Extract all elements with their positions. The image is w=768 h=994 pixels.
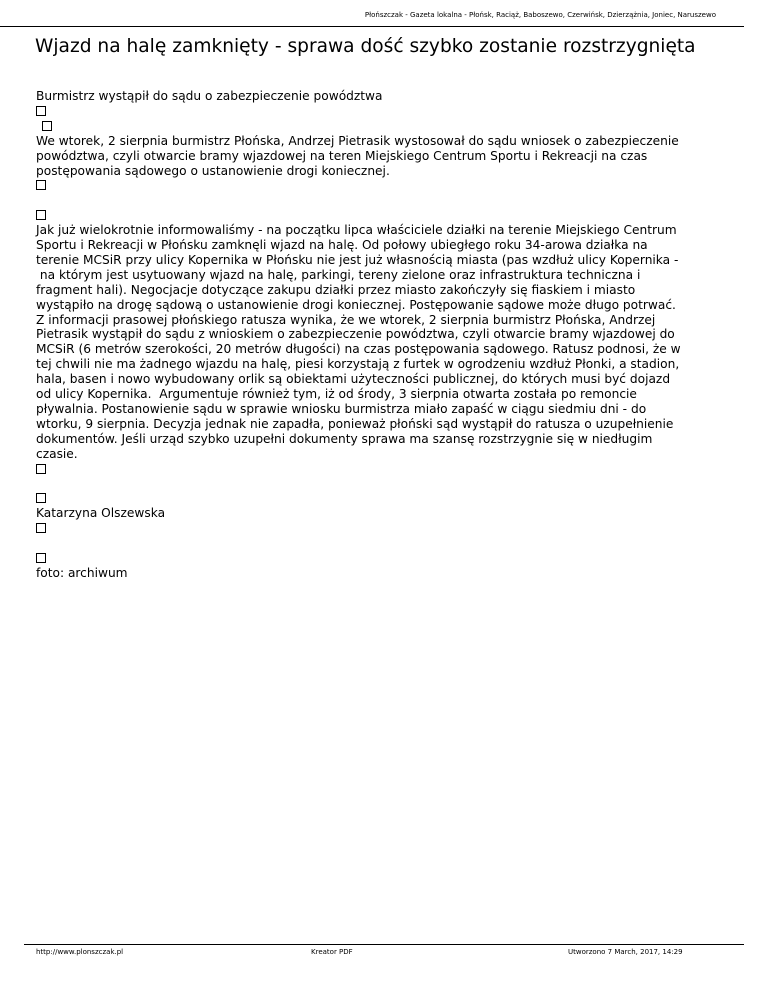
photo-credit: foto: archiwum (36, 565, 128, 580)
image-placeholder-icon (36, 493, 46, 503)
footer-url[interactable]: http://www.plonszczak.pl (36, 948, 124, 956)
article-body-line: wystąpiło na drogę sądową o ustanowienie drogi koniecznej. Postępowanie sądowe może długo potrwać. (36, 297, 676, 312)
image-placeholder-icon (36, 106, 46, 116)
article-title: Wjazd na halę zamknięty - sprawa dość szybko zostanie rozstrzygnięta (35, 36, 696, 57)
image-placeholder-icon (36, 553, 46, 563)
article-body-line: Jak już wielokrotnie informowaliśmy - na początku lipca właściciele działki na terenie Miejskiego Centrum (36, 223, 677, 238)
article-body-line: fragment hali). Negocjacje dotyczące zakupu działki przez miasto zakończyły się fiaskiem i miasto (36, 282, 636, 297)
article-body-line: od ulicy Kopernika. Argumentuje również tym, iż od środy, 3 sierpnia otwarta została po remoncie (36, 387, 637, 402)
article-body-line: terenie MCSiR przy ulicy Kopernika w Płońsku nie jest już własnością miasta (pas wzdłuż ulicy Kopernika - (36, 252, 679, 267)
image-placeholder-icon (36, 464, 46, 474)
image-placeholder-icon (36, 523, 46, 533)
header-publisher: Płońszczak - Gazeta lokalna - Płońsk, Raciąż, Baboszewo, Czerwińsk, Dzierzążnia, Joniec, Naruszewo (364, 11, 716, 19)
article-body-line: tej chwili nie ma żadnego wjazdu na halę, piesi korzystają z furtek w ogrodzeniu wzdłuż Płonki, a stadion, (36, 357, 680, 372)
article-body-line: na którym jest usytuowany wjazd na halę, parkingi, tereny zielone oraz infrastruktura techniczna i (36, 267, 641, 282)
image-placeholder-icon (42, 121, 52, 131)
article-body-line: pływalnia. Postanowienie sądu w sprawie wniosku burmistrza miało zapaść w ciągu siedmiu dni - do (36, 401, 647, 416)
image-placeholder-icon (36, 210, 46, 220)
footer-generator: Kreator PDF (311, 948, 353, 956)
image-placeholder-icon (36, 180, 46, 190)
article-lead: Burmistrz wystąpił do sądu o zabezpieczenie powództwa (36, 89, 383, 103)
article-body-line: Sportu i Rekreacji w Płońsku zamknęli wjazd na halę. Od połowy ubiegłego roku 34-arowa działka na (36, 237, 648, 252)
article-summary: We wtorek, 2 sierpnia burmistrz Płońska, Andrzej Pietrasik wystosował do sądu wniosek o zabezpieczenie powództwa, czyli otwarcie bramy wjazdowej na teren Miejskiego Centrum Sportu i Rekreacji na czas postępowania sądowego o ustanowienie drogi koniecznej. (36, 133, 679, 178)
article-body (36, 223, 736, 462)
footer-divider (24, 944, 744, 945)
article-author: Katarzyna Olszewska (36, 506, 166, 521)
article-content (36, 89, 736, 581)
article-body-line: czasie. (36, 446, 78, 461)
article-body-line: Z informacji prasowej płońskiego ratusza wynika, że we wtorek, 2 sierpnia burmistrz Płońska, Andrzej (36, 312, 656, 327)
article-body-line: dokumentów. Jeśli urząd szybko uzupełni dokumenty sprawa ma szansę rozstrzygnie się w niedługim (36, 431, 653, 446)
footer-created: Utworzono 7 March, 2017, 14:29 (568, 948, 683, 956)
article-body-line: MCSiR (6 metrów szerokości, 20 metrów długości) na czas postępowania sądowego. Ratusz podnosi, że w (36, 342, 681, 357)
article-body-line: Pietrasik wystąpił do sądu z wnioskiem o zabezpieczenie powództwa, czyli otwarcie bramy wjazdowej do (36, 327, 675, 342)
article-body-line: wtorku, 9 sierpnia. Decyzja jednak nie zapadła, ponieważ płoński sąd wystąpił do ratusza o uzupełnienie (36, 416, 674, 431)
header-divider (0, 26, 744, 27)
article-body-line: hala, basen i nowo wybudowany orlik są obiektami użyteczności publicznej, do których musi być dojazd (36, 372, 671, 387)
